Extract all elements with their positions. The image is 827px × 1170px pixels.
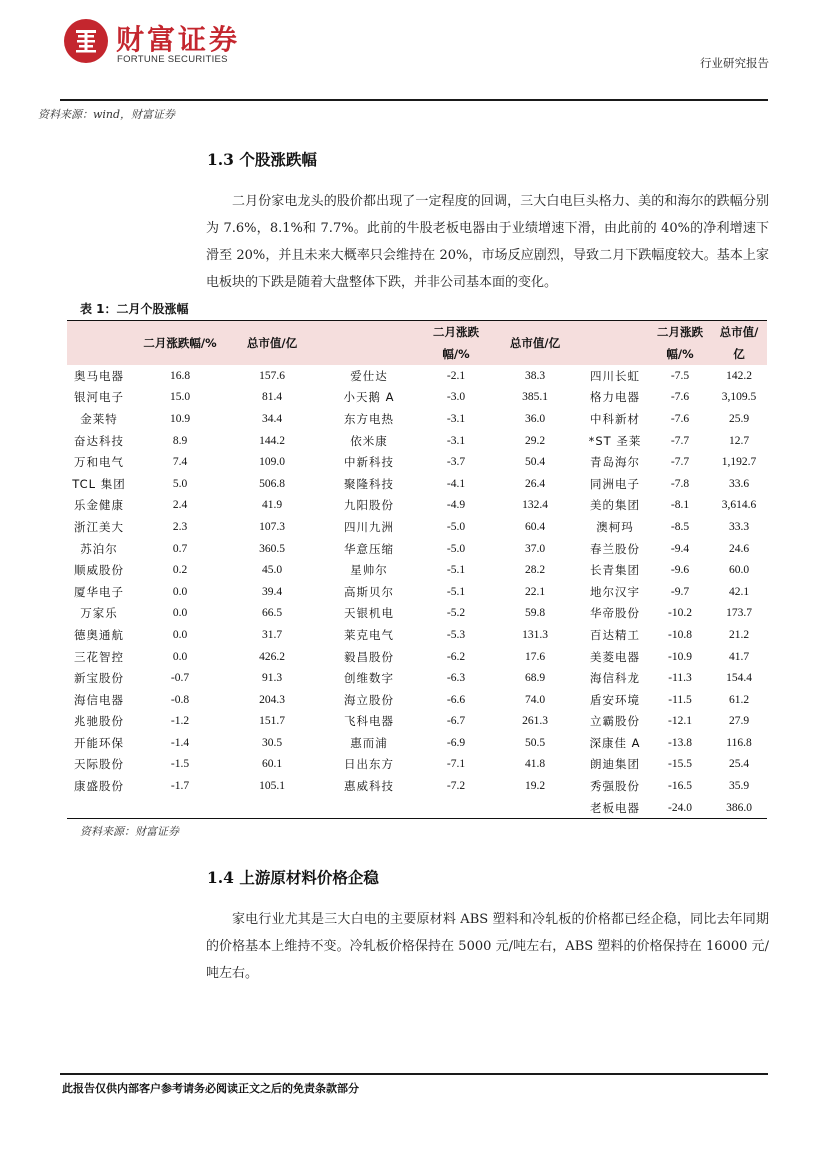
section-title-1-3: 1.3 个股涨跌幅 xyxy=(207,150,317,169)
market-cap: 157.6 xyxy=(259,369,285,382)
market-cap: 81.4 xyxy=(261,391,283,404)
change-pct: -6.9 xyxy=(446,736,466,749)
table-row xyxy=(67,732,767,754)
stock-name: 万和电气 xyxy=(74,455,124,470)
change-pct: -6.6 xyxy=(446,693,466,706)
change-pct: 8.9 xyxy=(172,434,188,447)
stock-name: 格力电器 xyxy=(590,390,640,405)
market-cap: 42.1 xyxy=(728,585,750,598)
stock-name: 高斯贝尔 xyxy=(344,584,394,599)
change-pct: 0.2 xyxy=(172,564,188,577)
market-cap: 61.2 xyxy=(728,693,750,706)
market-cap: 45.0 xyxy=(261,564,283,577)
market-cap: 50.5 xyxy=(524,736,546,749)
market-cap: 109.0 xyxy=(259,456,285,469)
table-row xyxy=(67,689,767,711)
stock-name: 九阳股份 xyxy=(344,498,394,513)
change-pct: -11.3 xyxy=(668,672,692,685)
change-pct: -7.5 xyxy=(670,369,690,382)
market-cap: 66.5 xyxy=(261,607,283,620)
change-pct: -5.2 xyxy=(446,607,466,620)
market-cap: 385.1 xyxy=(522,391,548,404)
stock-name: 东方电热 xyxy=(344,411,394,426)
market-cap: 204.3 xyxy=(259,693,285,706)
table-row xyxy=(67,646,767,668)
market-cap: 34.4 xyxy=(261,412,283,425)
market-cap: 60.4 xyxy=(524,520,546,533)
change-pct: 0.0 xyxy=(172,628,188,641)
market-cap: 41.8 xyxy=(524,758,546,771)
change-pct: 0.0 xyxy=(172,607,188,620)
market-cap: 25.4 xyxy=(728,758,750,771)
change-pct: -2.1 xyxy=(446,369,466,382)
stock-name: 海信科龙 xyxy=(590,671,640,686)
stock-name: 毅昌股份 xyxy=(344,649,394,664)
market-cap: 27.9 xyxy=(728,715,750,728)
market-cap: 74.0 xyxy=(524,693,546,706)
market-cap: 144.2 xyxy=(259,434,285,447)
change-pct: -5.1 xyxy=(446,564,466,577)
change-pct: -5.1 xyxy=(446,585,466,598)
change-pct: -7.1 xyxy=(446,758,466,771)
table-row xyxy=(67,559,767,581)
stock-name: 美菱电器 xyxy=(590,649,640,664)
market-cap: 25.9 xyxy=(728,412,750,425)
stock-name: 朗迪集团 xyxy=(590,757,640,772)
market-cap: 116.8 xyxy=(726,736,752,749)
table-row xyxy=(67,387,767,409)
change-pct: -10.8 xyxy=(668,628,692,641)
stock-name: 日出东方 xyxy=(344,757,394,772)
stock-name: 创维数字 xyxy=(344,671,394,686)
market-cap: 59.8 xyxy=(524,607,546,620)
change-pct: -7.8 xyxy=(670,477,690,490)
paragraph-text: 二月份家电龙头的股价都出现了一定程度的回调，三大白电巨头格力、美的和海尔的跌幅分别为 7.6%，8.1%和 7.7%。此前的牛股老板电器由于业绩增速下滑，由此前的 40%的净利增速下滑至 20%，并且未来大概率只会维持在 20%，市场反应剧烈，导致二月下跌幅度较大。基本上家电板块的下跌是随着大盘整体下跌，并非公司基本面的变化。 xyxy=(206,194,769,290)
brand-name-cn: 财富证券 xyxy=(116,23,241,56)
change-pct: 0.0 xyxy=(172,585,188,598)
section-1-4-paragraph xyxy=(206,906,769,987)
header-cell xyxy=(315,321,423,366)
stock-name: 惠而浦 xyxy=(350,735,388,750)
stock-name: 德奥通航 xyxy=(74,627,124,642)
market-cap: 37.0 xyxy=(524,542,546,555)
stock-name: 三花智控 xyxy=(74,649,124,664)
market-cap: 386.0 xyxy=(711,797,767,819)
stock-change-table xyxy=(67,320,767,819)
stock-name: 万家乐 xyxy=(80,606,118,621)
change-pct: 16.8 xyxy=(169,369,191,382)
change-pct: -7.6 xyxy=(670,391,690,404)
header-cell: 总市值/亿 xyxy=(711,321,767,366)
change-pct xyxy=(131,797,229,819)
market-cap: 38.3 xyxy=(524,369,546,382)
table-header-row xyxy=(67,321,767,366)
change-pct: 10.9 xyxy=(169,412,191,425)
table-row xyxy=(67,473,767,495)
table-row xyxy=(67,365,767,387)
stock-name: 惠威科技 xyxy=(344,779,394,794)
market-cap: 60.0 xyxy=(728,564,750,577)
change-pct: -3.1 xyxy=(446,434,466,447)
stock-name: 小天鹅 A xyxy=(343,390,395,405)
stock-name: *ST 圣莱 xyxy=(588,433,642,448)
change-pct: -5.0 xyxy=(446,520,466,533)
stock-name: 澳柯玛 xyxy=(596,519,634,534)
stock-name: 秀强股份 xyxy=(590,779,640,794)
change-pct: -0.8 xyxy=(170,693,190,706)
market-cap: 21.2 xyxy=(728,628,750,641)
change-pct: -8.1 xyxy=(670,499,690,512)
stock-name: 青岛海尔 xyxy=(590,455,640,470)
stock-name: 美的集团 xyxy=(590,498,640,513)
stock-name: 海信电器 xyxy=(74,692,124,707)
table-row xyxy=(67,538,767,560)
change-pct: 2.4 xyxy=(172,499,188,512)
header-divider xyxy=(60,99,768,101)
table-row xyxy=(67,495,767,517)
stock-name: 中新科技 xyxy=(344,455,394,470)
change-pct: -6.3 xyxy=(446,672,466,685)
table-row xyxy=(67,775,767,797)
stock-name: 银河电子 xyxy=(74,390,124,405)
change-pct: -1.7 xyxy=(170,780,190,793)
table-caption: 表 1：二月个股涨幅 xyxy=(80,302,189,316)
market-cap: 107.3 xyxy=(259,520,285,533)
change-pct: -11.5 xyxy=(668,693,692,706)
market-cap: 91.3 xyxy=(261,672,283,685)
section-1-3-paragraph xyxy=(206,188,769,296)
stock-name xyxy=(67,797,131,819)
header-cell xyxy=(581,321,649,366)
header-cell: 总市值/亿 xyxy=(489,321,581,366)
change-pct: -9.6 xyxy=(670,564,690,577)
table-row xyxy=(67,797,767,819)
change-pct: 0.7 xyxy=(172,542,188,555)
market-cap: 41.7 xyxy=(728,650,750,663)
change-pct: -15.5 xyxy=(668,758,692,771)
stock-name: 爱仕达 xyxy=(350,368,388,383)
header-cell xyxy=(67,321,131,366)
footer-disclaimer: 此报告仅供内部客户参考请务必阅读正文之后的免责条款部分 xyxy=(62,1082,359,1095)
header-cell: 二月涨跌幅/% xyxy=(423,321,489,366)
section-title-1-4: 1.4 上游原材料价格企稳 xyxy=(207,868,379,887)
change-pct: -8.5 xyxy=(670,520,690,533)
market-cap: 26.4 xyxy=(524,477,546,490)
change-pct: -3.7 xyxy=(446,456,466,469)
stock-name: 华帝股份 xyxy=(590,606,640,621)
change-pct: -1.4 xyxy=(170,736,190,749)
change-pct: -4.9 xyxy=(446,499,466,512)
market-cap: 360.5 xyxy=(259,542,285,555)
market-cap: 3,614.6 xyxy=(721,499,757,512)
market-cap: 28.2 xyxy=(524,564,546,577)
paragraph-text: 家电行业尤其是三大白电的主要原材料 ABS 塑料和冷轧板的价格都已经企稳，同比去年同期的价格基本上维持不变。冷轧板价格保持在 5000 元/吨左右，ABS 塑料的价格保持在 16000 元/吨左右。 xyxy=(206,912,769,981)
market-cap: 3,109.5 xyxy=(721,391,757,404)
market-cap: 33.6 xyxy=(728,477,750,490)
stock-name: 奋达科技 xyxy=(74,433,124,448)
table-row xyxy=(67,711,767,733)
stock-name: 莱克电气 xyxy=(344,627,394,642)
change-pct: -9.4 xyxy=(670,542,690,555)
change-pct: -6.7 xyxy=(446,715,466,728)
source-note-top: 资料来源：wind，财富证券 xyxy=(38,108,176,121)
market-cap: 29.2 xyxy=(524,434,546,447)
stock-name: 奥马电器 xyxy=(74,368,124,383)
header-cell: 二月涨跌幅/% xyxy=(649,321,711,366)
change-pct: -7.7 xyxy=(670,434,690,447)
change-pct: -13.8 xyxy=(668,736,692,749)
market-cap: 261.3 xyxy=(522,715,548,728)
stock-name: 四川长虹 xyxy=(590,368,640,383)
stock-name: 依米康 xyxy=(350,433,388,448)
market-cap: 35.9 xyxy=(728,780,750,793)
change-pct: -6.2 xyxy=(446,650,466,663)
stock-name: 海立股份 xyxy=(344,692,394,707)
stock-name: 浙江美大 xyxy=(74,519,124,534)
table-row xyxy=(67,624,767,646)
market-cap: 68.9 xyxy=(524,672,546,685)
market-cap: 426.2 xyxy=(259,650,285,663)
stock-name: 长青集团 xyxy=(590,563,640,578)
stock-name: 苏泊尔 xyxy=(80,541,118,556)
table-row xyxy=(67,451,767,473)
market-cap: 154.4 xyxy=(726,672,752,685)
stock-name: 同洲电子 xyxy=(590,476,640,491)
change-pct: 15.0 xyxy=(169,391,191,404)
market-cap: 131.3 xyxy=(522,628,548,641)
brand-logo-icon xyxy=(64,19,108,63)
stock-name: 四川九洲 xyxy=(344,519,394,534)
header-cell: 二月涨跌幅/% xyxy=(131,321,229,366)
market-cap: 12.7 xyxy=(728,434,750,447)
brand-name-en: FORTUNE SECURITIES xyxy=(117,54,228,65)
change-pct: -4.1 xyxy=(446,477,466,490)
table-row xyxy=(67,667,767,689)
stock-name: 乐金健康 xyxy=(74,498,124,513)
change-pct: -7.2 xyxy=(446,780,466,793)
stock-name: 立霸股份 xyxy=(590,714,640,729)
stock-name: 兆驰股份 xyxy=(74,714,124,729)
market-cap: 50.4 xyxy=(524,456,546,469)
change-pct: -3.0 xyxy=(446,391,466,404)
stock-name: 春兰股份 xyxy=(590,541,640,556)
market-cap: 17.6 xyxy=(524,650,546,663)
change-pct: -24.0 xyxy=(649,797,711,819)
change-pct: -7.6 xyxy=(670,412,690,425)
market-cap: 506.8 xyxy=(259,477,285,490)
change-pct: 2.3 xyxy=(172,520,188,533)
report-type: 行业研究报告 xyxy=(700,56,769,70)
change-pct: 5.0 xyxy=(172,477,188,490)
stock-name: 新宝股份 xyxy=(74,671,124,686)
table-row xyxy=(67,516,767,538)
change-pct: -3.1 xyxy=(446,412,466,425)
change-pct: -7.7 xyxy=(670,456,690,469)
stock-name: 金莱特 xyxy=(80,411,118,426)
table-row xyxy=(67,581,767,603)
stock-name: 老板电器 xyxy=(581,797,649,819)
change-pct: 0.0 xyxy=(172,650,188,663)
stock-name: 康盛股份 xyxy=(74,779,124,794)
change-pct: -1.2 xyxy=(170,715,190,728)
change-pct: -16.5 xyxy=(668,780,692,793)
source-note-table: 资料来源：财富证券 xyxy=(80,825,179,838)
stock-name: 地尔汉宇 xyxy=(590,584,640,599)
market-cap xyxy=(489,797,581,819)
market-cap: 22.1 xyxy=(524,585,546,598)
change-pct: -5.0 xyxy=(446,542,466,555)
table-row xyxy=(67,754,767,776)
stock-name xyxy=(315,797,423,819)
stock-name: 中科新材 xyxy=(590,411,640,426)
stock-name: 天银机电 xyxy=(344,606,394,621)
market-cap: 142.2 xyxy=(726,369,752,382)
stock-name: TCL 集团 xyxy=(72,476,126,491)
market-cap: 41.9 xyxy=(261,499,283,512)
stock-name: 天际股份 xyxy=(74,757,124,772)
market-cap: 1,192.7 xyxy=(721,456,757,469)
stock-name: 星帅尔 xyxy=(350,563,388,578)
market-cap: 105.1 xyxy=(259,780,285,793)
market-cap: 36.0 xyxy=(524,412,546,425)
market-cap: 31.7 xyxy=(261,628,283,641)
stock-name: 深康佳 A xyxy=(589,735,641,750)
table-row xyxy=(67,603,767,625)
change-pct xyxy=(423,797,489,819)
market-cap xyxy=(229,797,315,819)
stock-name: 百达精工 xyxy=(590,627,640,642)
change-pct: -0.7 xyxy=(170,672,190,685)
stock-name: 飞科电器 xyxy=(344,714,394,729)
change-pct: -9.7 xyxy=(670,585,690,598)
market-cap: 30.5 xyxy=(261,736,283,749)
change-pct: -10.9 xyxy=(668,650,692,663)
change-pct: -5.3 xyxy=(446,628,466,641)
market-cap: 19.2 xyxy=(524,780,546,793)
change-pct: -12.1 xyxy=(668,715,692,728)
table-row xyxy=(67,430,767,452)
market-cap: 151.7 xyxy=(259,715,285,728)
stock-name: 开能环保 xyxy=(74,735,124,750)
stock-name: 厦华电子 xyxy=(74,584,124,599)
table-row xyxy=(67,408,767,430)
market-cap: 39.4 xyxy=(261,585,283,598)
footer-divider xyxy=(60,1073,768,1075)
market-cap: 24.6 xyxy=(728,542,750,555)
change-pct: 7.4 xyxy=(172,456,188,469)
market-cap: 132.4 xyxy=(522,499,548,512)
change-pct: -10.2 xyxy=(668,607,692,620)
stock-name: 华意压缩 xyxy=(344,541,394,556)
stock-name: 聚隆科技 xyxy=(344,476,394,491)
market-cap: 60.1 xyxy=(261,758,283,771)
header-cell: 总市值/亿 xyxy=(229,321,315,366)
market-cap: 173.7 xyxy=(726,607,752,620)
change-pct: -1.5 xyxy=(170,758,190,771)
market-cap: 33.3 xyxy=(728,520,750,533)
stock-name: 顺威股份 xyxy=(74,563,124,578)
stock-name: 盾安环境 xyxy=(590,692,640,707)
